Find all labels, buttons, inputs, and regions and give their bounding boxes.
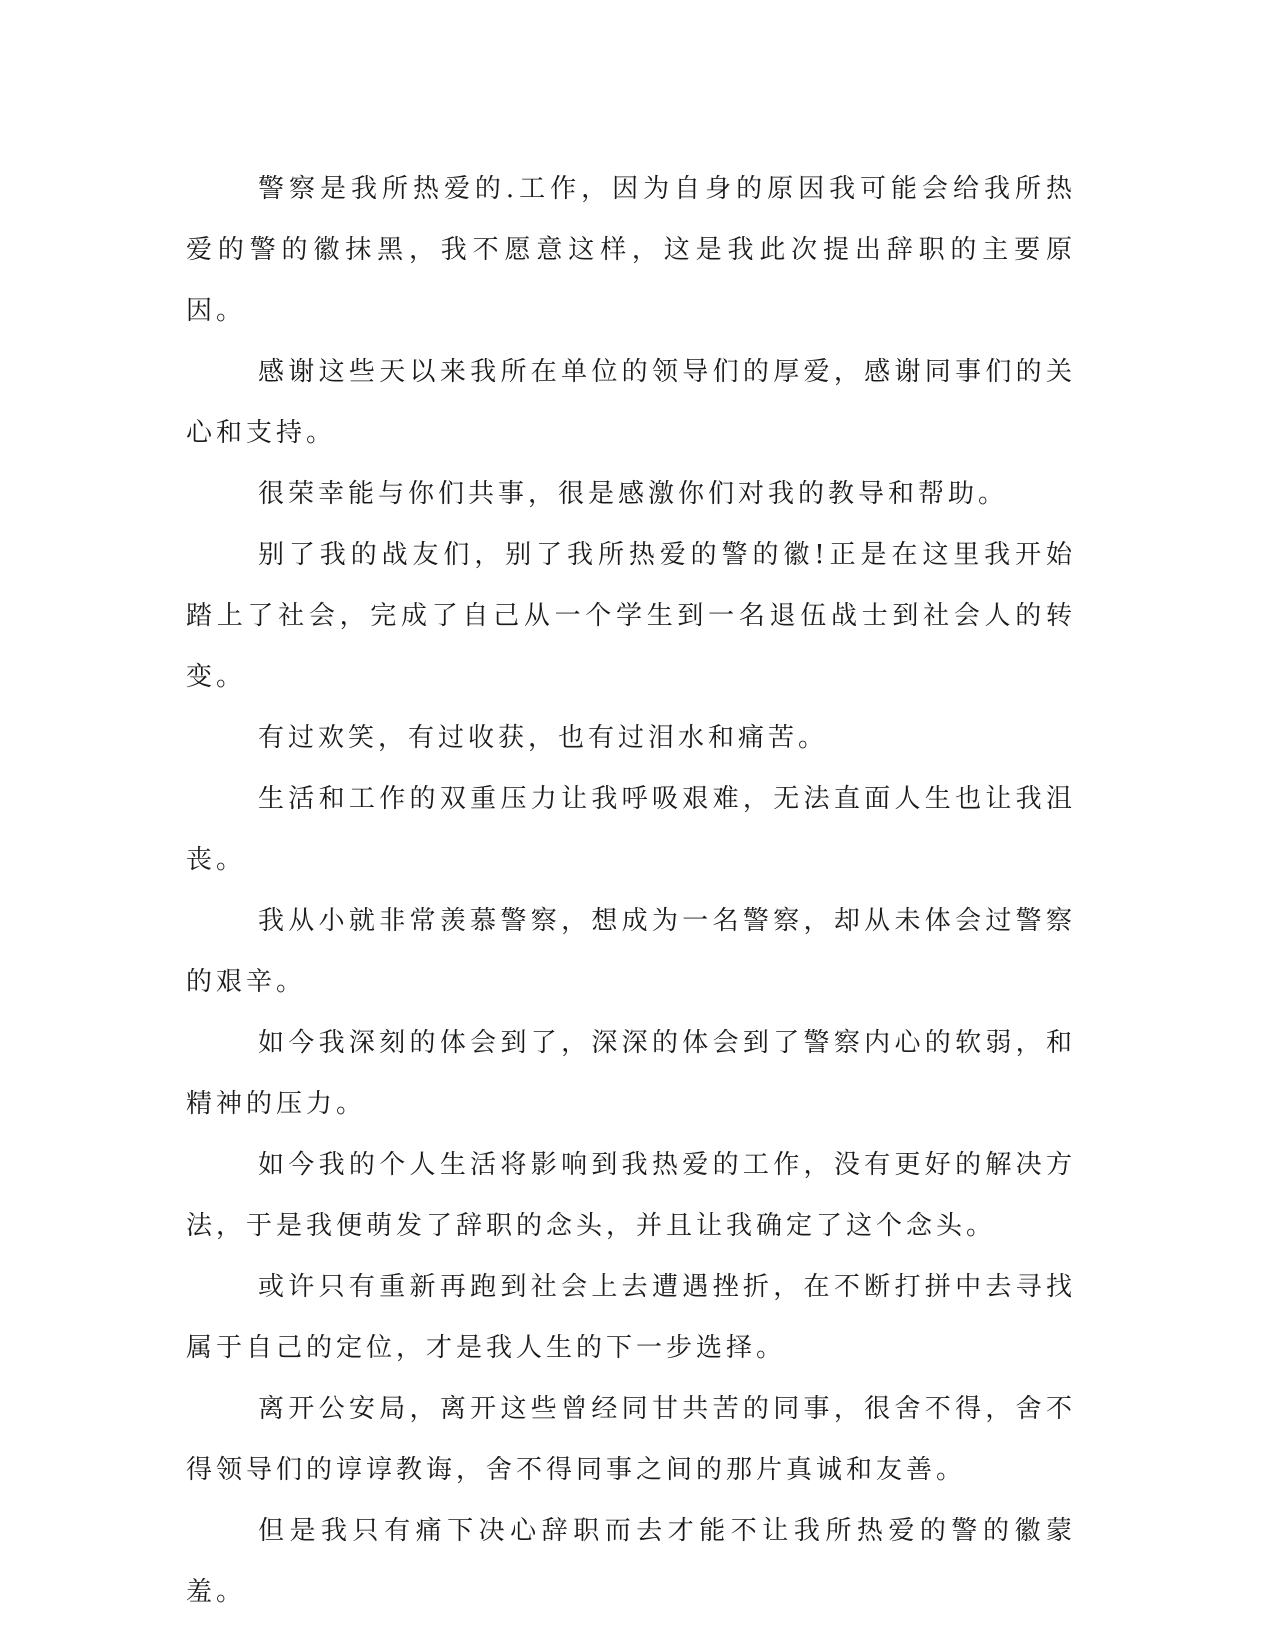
paragraph-4: 别了我的战友们，别了我所热爱的警的徽!正是在这里我开始踏上了社会，完成了自己从一个学生到一名退伍战士到社会人的转变。 xyxy=(186,540,1076,692)
paragraph-10: 或许只有重新再跑到社会上去遭遇挫折，在不断打拼中去寻找属于自己的定位，才是我人生的下一步选择。 xyxy=(186,1272,1076,1363)
paragraph-9: 如今我的个人生活将影响到我热爱的工作，没有更好的解决方法，于是我便萌发了辞职的念头，并且让我确定了这个念头。 xyxy=(186,1150,1076,1241)
paragraph-5: 有过欢笑，有过收获，也有过泪水和痛苦。 xyxy=(258,723,829,753)
paragraph-11: 离开公安局，离开这些曾经同甘共苦的同事，很舍不得，舍不得领导们的谆谆教诲，舍不得同事之间的那片真诚和友善。 xyxy=(186,1394,1076,1485)
paragraph-12: 但是我只有痛下决心辞职而去才能不让我所热爱的警的徽蒙羞。 xyxy=(186,1516,1076,1607)
paragraph-2: 感谢这些天以来我所在单位的领导们的厚爱，感谢同事们的关心和支持。 xyxy=(186,357,1076,448)
paragraph-3: 很荣幸能与你们共事，很是感激你们对我的教导和帮助。 xyxy=(258,479,1009,509)
paragraph-8: 如今我深刻的体会到了，深深的体会到了警察内心的软弱，和精神的压力。 xyxy=(186,1028,1076,1119)
document-body xyxy=(186,159,1076,1623)
paragraph-1: 警察是我所热爱的.工作，因为自身的原因我可能会给我所热爱的警的徽抹黑，我不愿意这样，这是我此次提出辞职的主要原因。 xyxy=(186,174,1076,326)
paragraph-7: 我从小就非常羡慕警察，想成为一名警察，却从未体会过警察的艰辛。 xyxy=(186,906,1076,997)
paragraph-6: 生活和工作的双重压力让我呼吸艰难，无法直面人生也让我沮丧。 xyxy=(186,784,1076,875)
